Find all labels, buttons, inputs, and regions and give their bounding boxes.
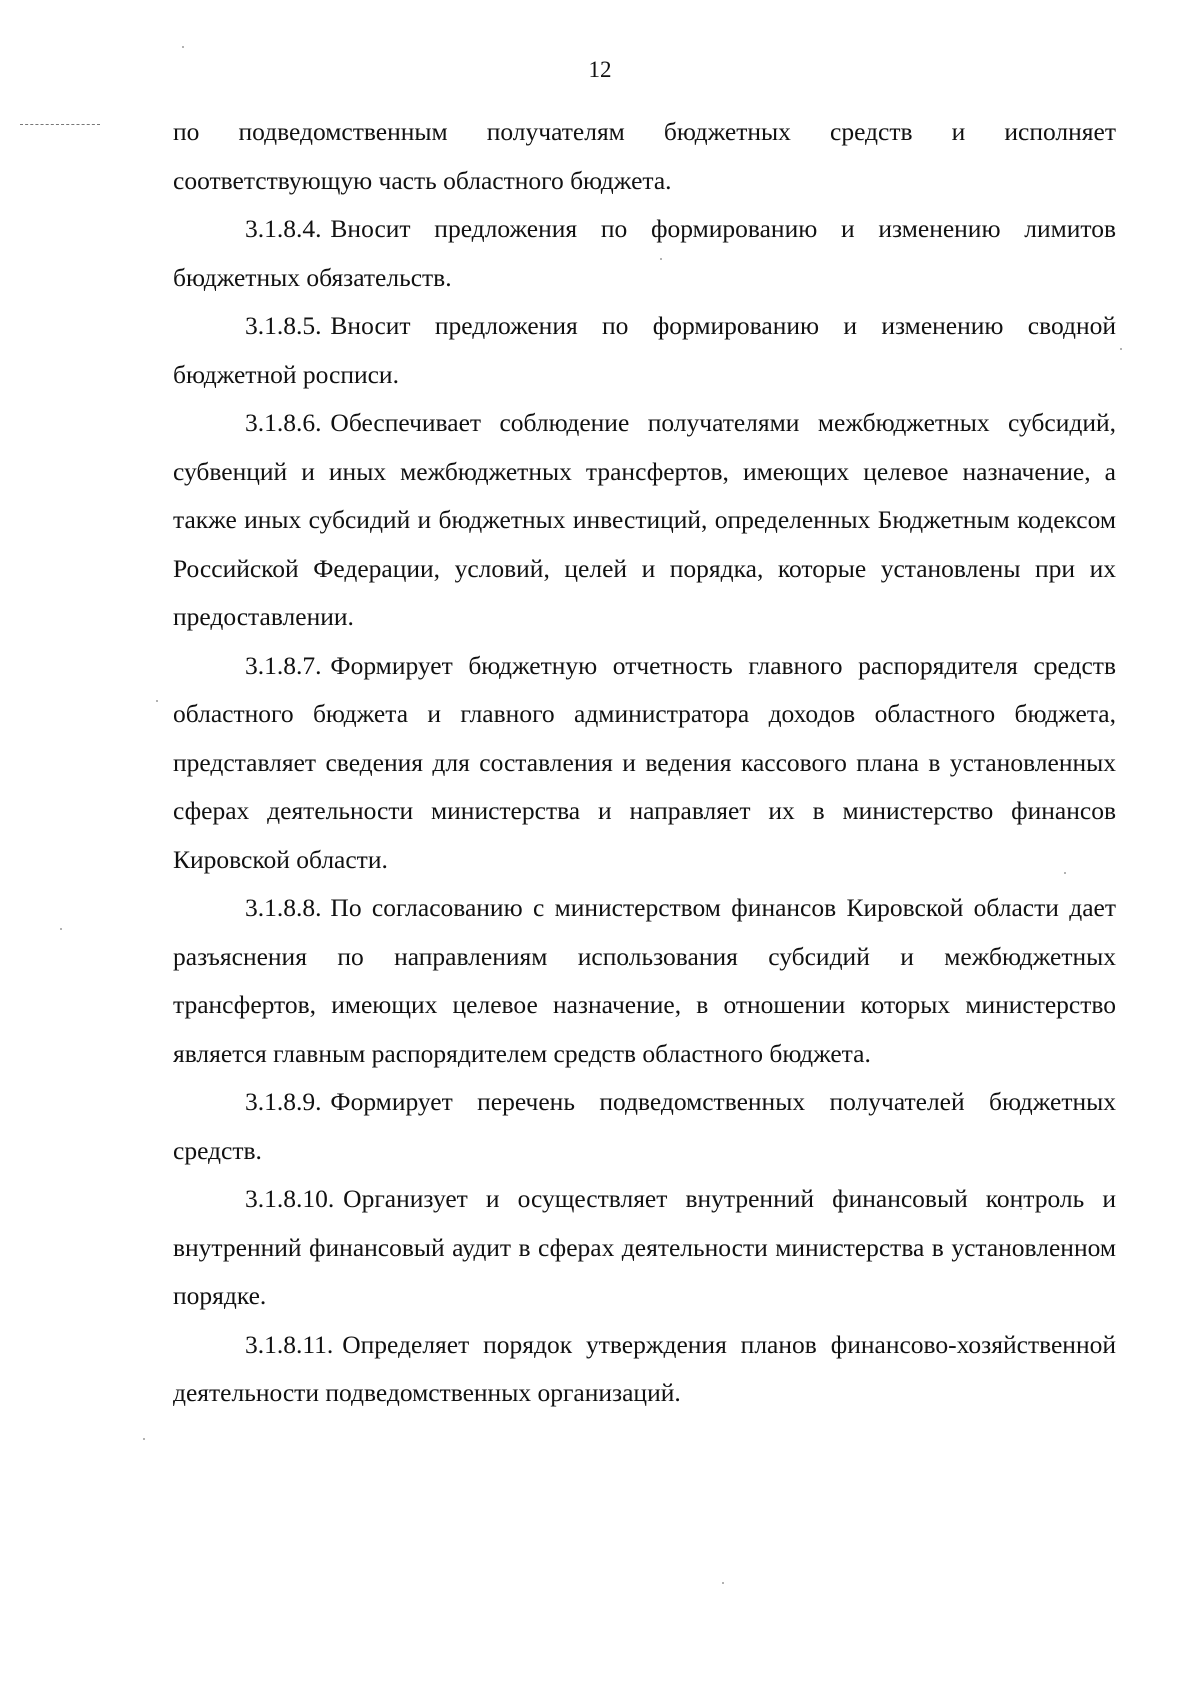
- paragraph-text: Обеспечивает соблюдение получателями межбюджетных субсидий, субвенций и иных межбюджетных трансфертов, имеющих целевое назначение, а также иных субсидий и бюджетных инвестиций, определенных Бюджетным кодексом Российской Федерации, условий, целей и порядка, которые установлены при их предоставлении.: [173, 408, 1116, 631]
- paragraph-text: по подведомственным получателям бюджетных средств и исполняет соответствующую часть областного бюджета.: [173, 117, 1116, 195]
- paragraph-3-1-8-9: [173, 1078, 1116, 1175]
- paragraph-number: 3.1.8.7.: [245, 650, 322, 680]
- document-body: [173, 108, 1116, 1418]
- paragraph-3-1-8-4: [173, 205, 1116, 302]
- paragraph-text: Определяет порядок утверждения планов финансово-хозяйственной деятельности подведомственных организаций.: [173, 1329, 1116, 1407]
- paragraph-text: Организует и осуществляет внутренний финансовый контроль и внутренний финансовый аудит в сферах деятельности министерства в установленном порядке.: [173, 1184, 1116, 1310]
- paragraph-3-1-8-8: [173, 884, 1116, 1078]
- paragraph-text: Вносит предложения по формированию и изменению сводной бюджетной росписи.: [173, 311, 1116, 389]
- scan-speck: [143, 1438, 145, 1440]
- paragraph-number: 3.1.8.8.: [245, 893, 322, 922]
- paragraph-text: Формирует бюджетную отчетность главного распорядителя средств областного бюджета и главного администратора доходов областного бюджета, представляет сведения для составления и ведения кассового плана в установленных сферах деятельности министерства и направляет их в министерство финансов Кировской области.: [173, 650, 1116, 874]
- paragraph-number: 3.1.8.6.: [245, 408, 322, 437]
- paragraph-text: По согласованию с министерством финансов Кировской области дает разъяснения по направлениям использования субсидий и межбюджетных трансфертов, имеющих целевое назначение, в отношении которых министерство является главным распорядителем средств областного бюджета.: [173, 893, 1116, 1068]
- paragraph-text: Формирует перечень подведомственных получателей бюджетных средств.: [173, 1087, 1116, 1165]
- paragraph-number: 3.1.8.5.: [245, 311, 322, 340]
- paragraph-3-1-8-11: [173, 1321, 1116, 1418]
- scan-speck: [722, 1582, 724, 1584]
- scan-speck: [156, 700, 158, 702]
- scan-edge-mark: [20, 124, 100, 125]
- scan-speck: [60, 928, 62, 930]
- paragraph-3-1-8-6: [173, 399, 1116, 642]
- paragraph-number: 3.1.8.11.: [245, 1329, 334, 1359]
- paragraph-number: 3.1.8.9.: [245, 1087, 322, 1116]
- scan-speck: [1120, 348, 1122, 350]
- paragraph-continuation: [173, 108, 1116, 205]
- page-number: 12: [588, 57, 612, 82]
- scan-speck: [182, 46, 184, 48]
- paragraph-3-1-8-5: [173, 302, 1116, 399]
- paragraph-3-1-8-7: [173, 642, 1116, 885]
- paragraph-number: 3.1.8.4.: [245, 214, 322, 243]
- paragraph-number: 3.1.8.10.: [245, 1184, 335, 1213]
- paragraph-3-1-8-10: [173, 1175, 1116, 1321]
- paragraph-text: Вносит предложения по формированию и изменению лимитов бюджетных обязательств.: [173, 214, 1116, 292]
